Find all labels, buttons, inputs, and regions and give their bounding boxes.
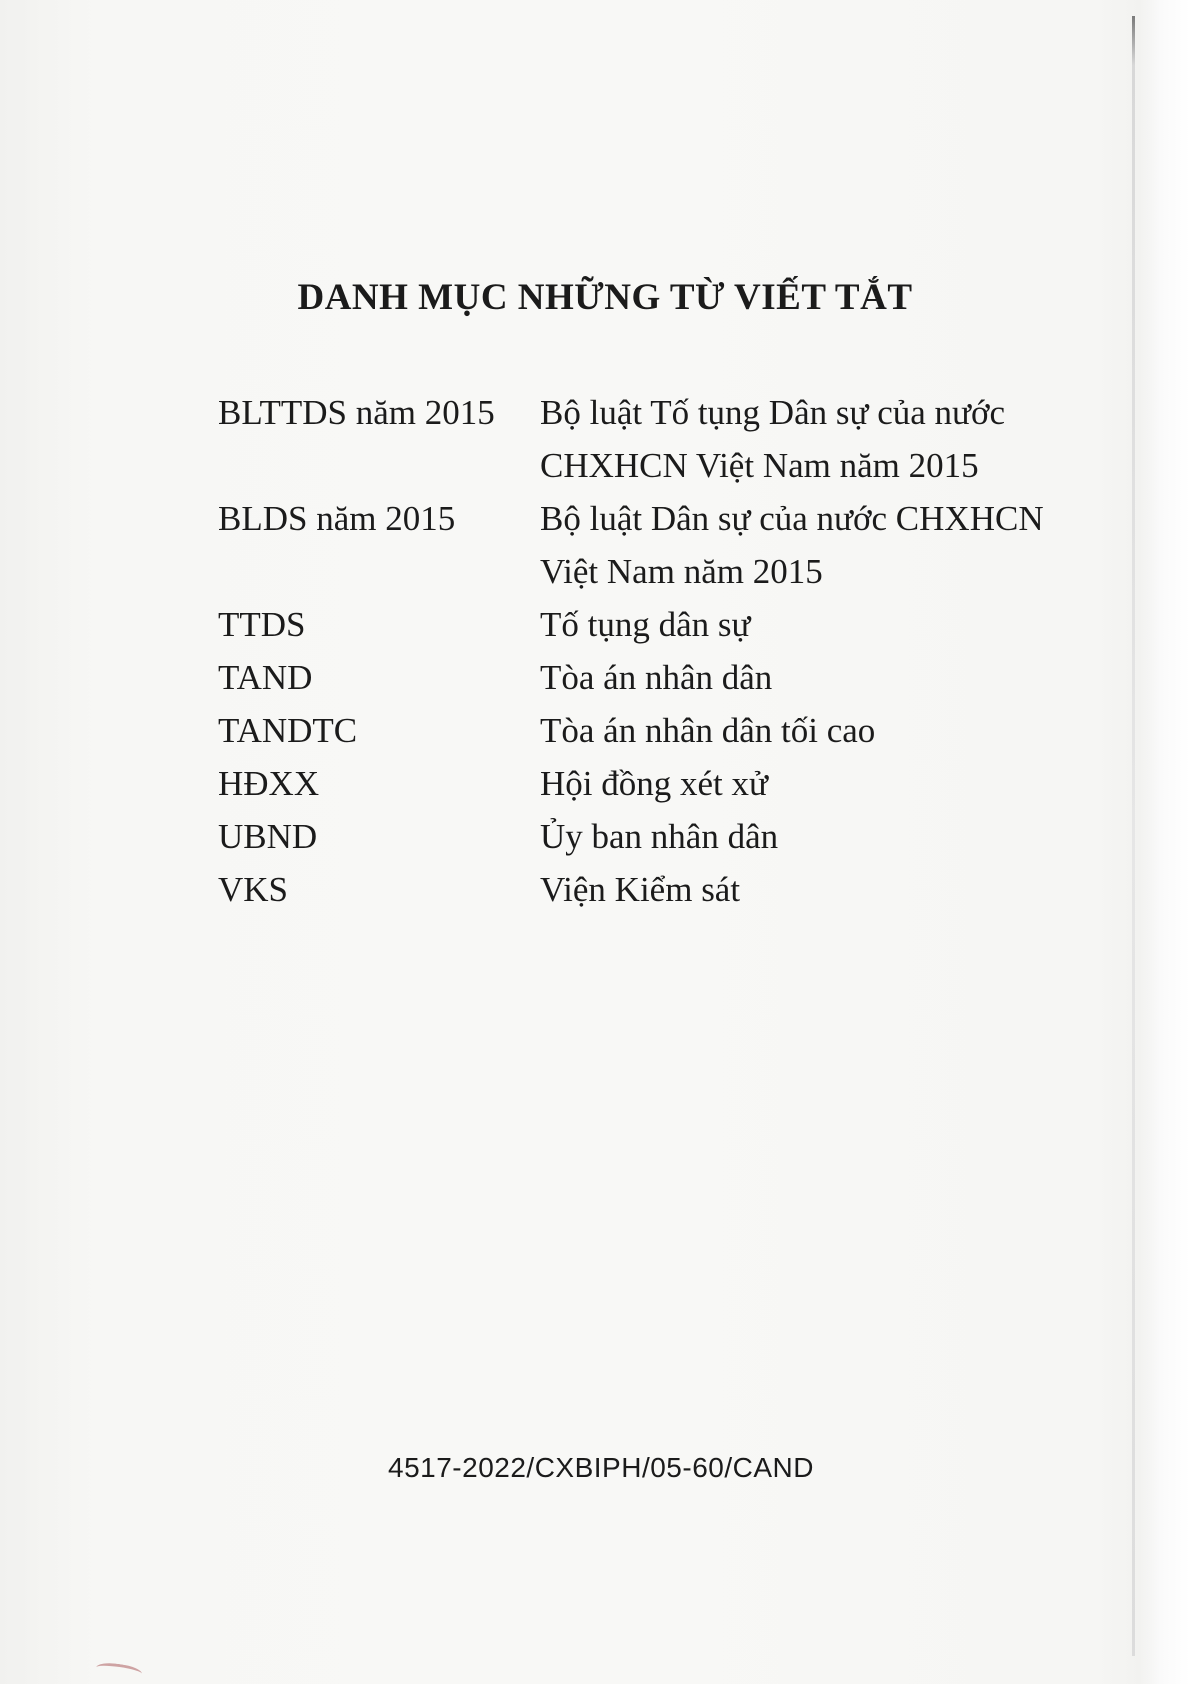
- abbreviation-term: HĐXX: [218, 764, 320, 803]
- abbreviation-meaning: Ủy ban nhân dân: [540, 817, 779, 856]
- abbreviation-term: BLDS năm 2015: [218, 499, 456, 538]
- abbreviation-meaning: Tòa án nhân dân: [540, 658, 773, 697]
- abbreviation-term: BLTTDS năm 2015: [218, 393, 495, 432]
- abbreviation-meaning: Bộ luật Dân sự của nước CHXHCN Việt Nam năm 2015: [540, 499, 1044, 591]
- abbreviation-meaning: Bộ luật Tố tụng Dân sự của nước CHXHCN Việt Nam năm 2015: [540, 393, 1006, 485]
- abbreviation-row: [218, 704, 1098, 757]
- page-title: DANH MỤC NHỮNG TỪ VIẾT TẮT: [297, 277, 913, 318]
- abbreviation-row: [218, 863, 1098, 916]
- abbreviation-meaning: Hội đồng xét xử: [540, 764, 768, 803]
- abbreviation-row: [218, 810, 1098, 863]
- abbreviation-term: UBND: [218, 817, 318, 856]
- abbreviation-row: [218, 651, 1098, 704]
- corner-mark: [95, 1661, 142, 1680]
- abbreviation-term: TANDTC: [218, 711, 358, 750]
- abbreviation-row: [218, 757, 1098, 810]
- publication-code: 4517-2022/CXBIPH/05-60/CAND: [388, 1452, 814, 1483]
- abbreviation-term: TAND: [218, 658, 313, 697]
- abbreviation-row: [218, 386, 1098, 492]
- abbreviation-term: VKS: [218, 870, 289, 909]
- abbreviation-meaning: Viện Kiểm sát: [540, 870, 741, 909]
- abbreviation-meaning: Tố tụng dân sự: [540, 605, 751, 644]
- page-edge-shadow: [1140, 0, 1190, 1684]
- abbreviation-row: [218, 598, 1098, 651]
- page-edge-line: [1132, 16, 1135, 1656]
- abbreviation-row: [218, 492, 1098, 598]
- abbreviation-term: TTDS: [218, 605, 306, 644]
- abbreviation-meaning: Tòa án nhân dân tối cao: [540, 711, 876, 750]
- abbreviation-list: [218, 386, 1098, 916]
